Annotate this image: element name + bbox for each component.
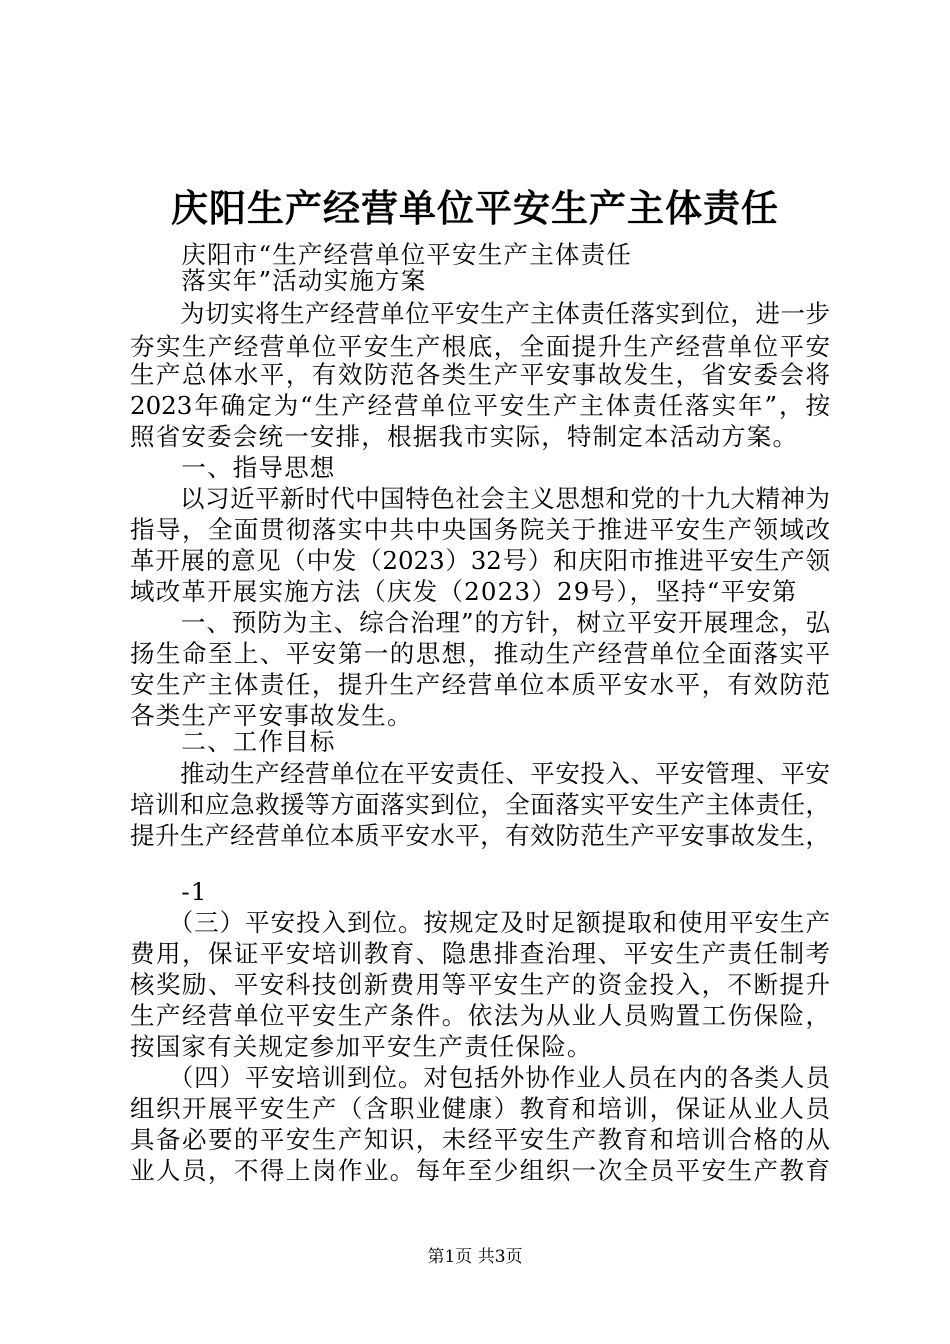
text-line: 庆阳市“生产经营单位平安生产主体责任 [130, 240, 633, 269]
section-heading: 二、工作目标 [130, 727, 336, 756]
text-line: 安生产主体责任，提升生产经营单位本质平安水平，有效防范 [130, 670, 830, 699]
text-line: 按国家有关规定参加平安生产责任保险。 [130, 1032, 593, 1061]
text-line: 业人员，不得上岗作业。每年至少组织一次全员平安生产教育 [130, 1156, 830, 1185]
page-footer: 第1页 共3页 [427, 1247, 523, 1267]
text-line: 指导，全面贯彻落实中共中央国务院关于推进平安生产领域改 [130, 515, 830, 544]
text-line: 夯实生产经营单位平安生产根底，全面提升生产经营单位平安 [130, 332, 830, 361]
section-heading: 一、指导思想 [130, 453, 336, 482]
document-title: 庆阳生产经营单位平安生产主体责任 [171, 186, 779, 230]
text-line: 以习近平新时代中国特色社会主义思想和党的十九大精神为 [130, 484, 830, 513]
text-line: 生产总体水平，有效防范各类生产平安事故发生，省安委会将 [130, 360, 830, 389]
text-line: 革开展的意见（中发（2023）32号）和庆阳市推进平安生产领 [130, 546, 830, 575]
text-line: 提升生产经营单位本质平安水平，有效防范生产平安事故发生， [130, 821, 830, 850]
page-marker: -1 [130, 877, 208, 906]
text-line: 为切实将生产经营单位平安生产主体责任落实到位，进一步 [130, 299, 830, 328]
text-line: 费用，保证平安培训教育、隐患排查治理、平安生产责任制考 [130, 939, 830, 968]
text-line: 落实年”活动实施方案 [130, 266, 427, 295]
text-line: 组织开展平安生产（含职业健康）教育和培训，保证从业人员 [130, 1094, 830, 1123]
text-line: 生产经营单位平安生产条件。依法为从业人员购置工伤保险， [130, 1001, 830, 1030]
text-line: 扬生命至上、平安第一的思想，推动生产经营单位全面落实平 [130, 639, 830, 668]
text-line: 2023年确定为“生产经营单位平安生产主体责任落实年”，按 [130, 391, 830, 420]
text-line: 核奖励、平安科技创新费用等平安生产的资金投入，不断提升 [130, 970, 830, 999]
text-line: 培训和应急救援等方面落实到位，全面落实平安生产主体责任， [130, 790, 830, 819]
text-line: 一、预防为主、综合治理”的方针，树立平安开展理念，弘 [130, 608, 830, 637]
text-line: 推动生产经营单位在平安责任、平安投入、平安管理、平安 [130, 759, 830, 788]
text-line: 照省安委会统一安排，根据我市实际，特制定本活动方案。 [130, 422, 799, 451]
text-line: 具备必要的平安生产知识，未经平安生产教育和培训合格的从 [130, 1125, 830, 1154]
text-line: 各类生产平安事故发生。 [130, 701, 413, 730]
text-line: （四）平安培训到位。对包括外协作业人员在内的各类人员 [130, 1063, 830, 1092]
text-line: （三）平安投入到位。按规定及时足额提取和使用平安生产 [130, 908, 830, 937]
text-line: 域改革开展实施方法（庆发（2023）29号），坚持“平安第 [130, 577, 798, 606]
